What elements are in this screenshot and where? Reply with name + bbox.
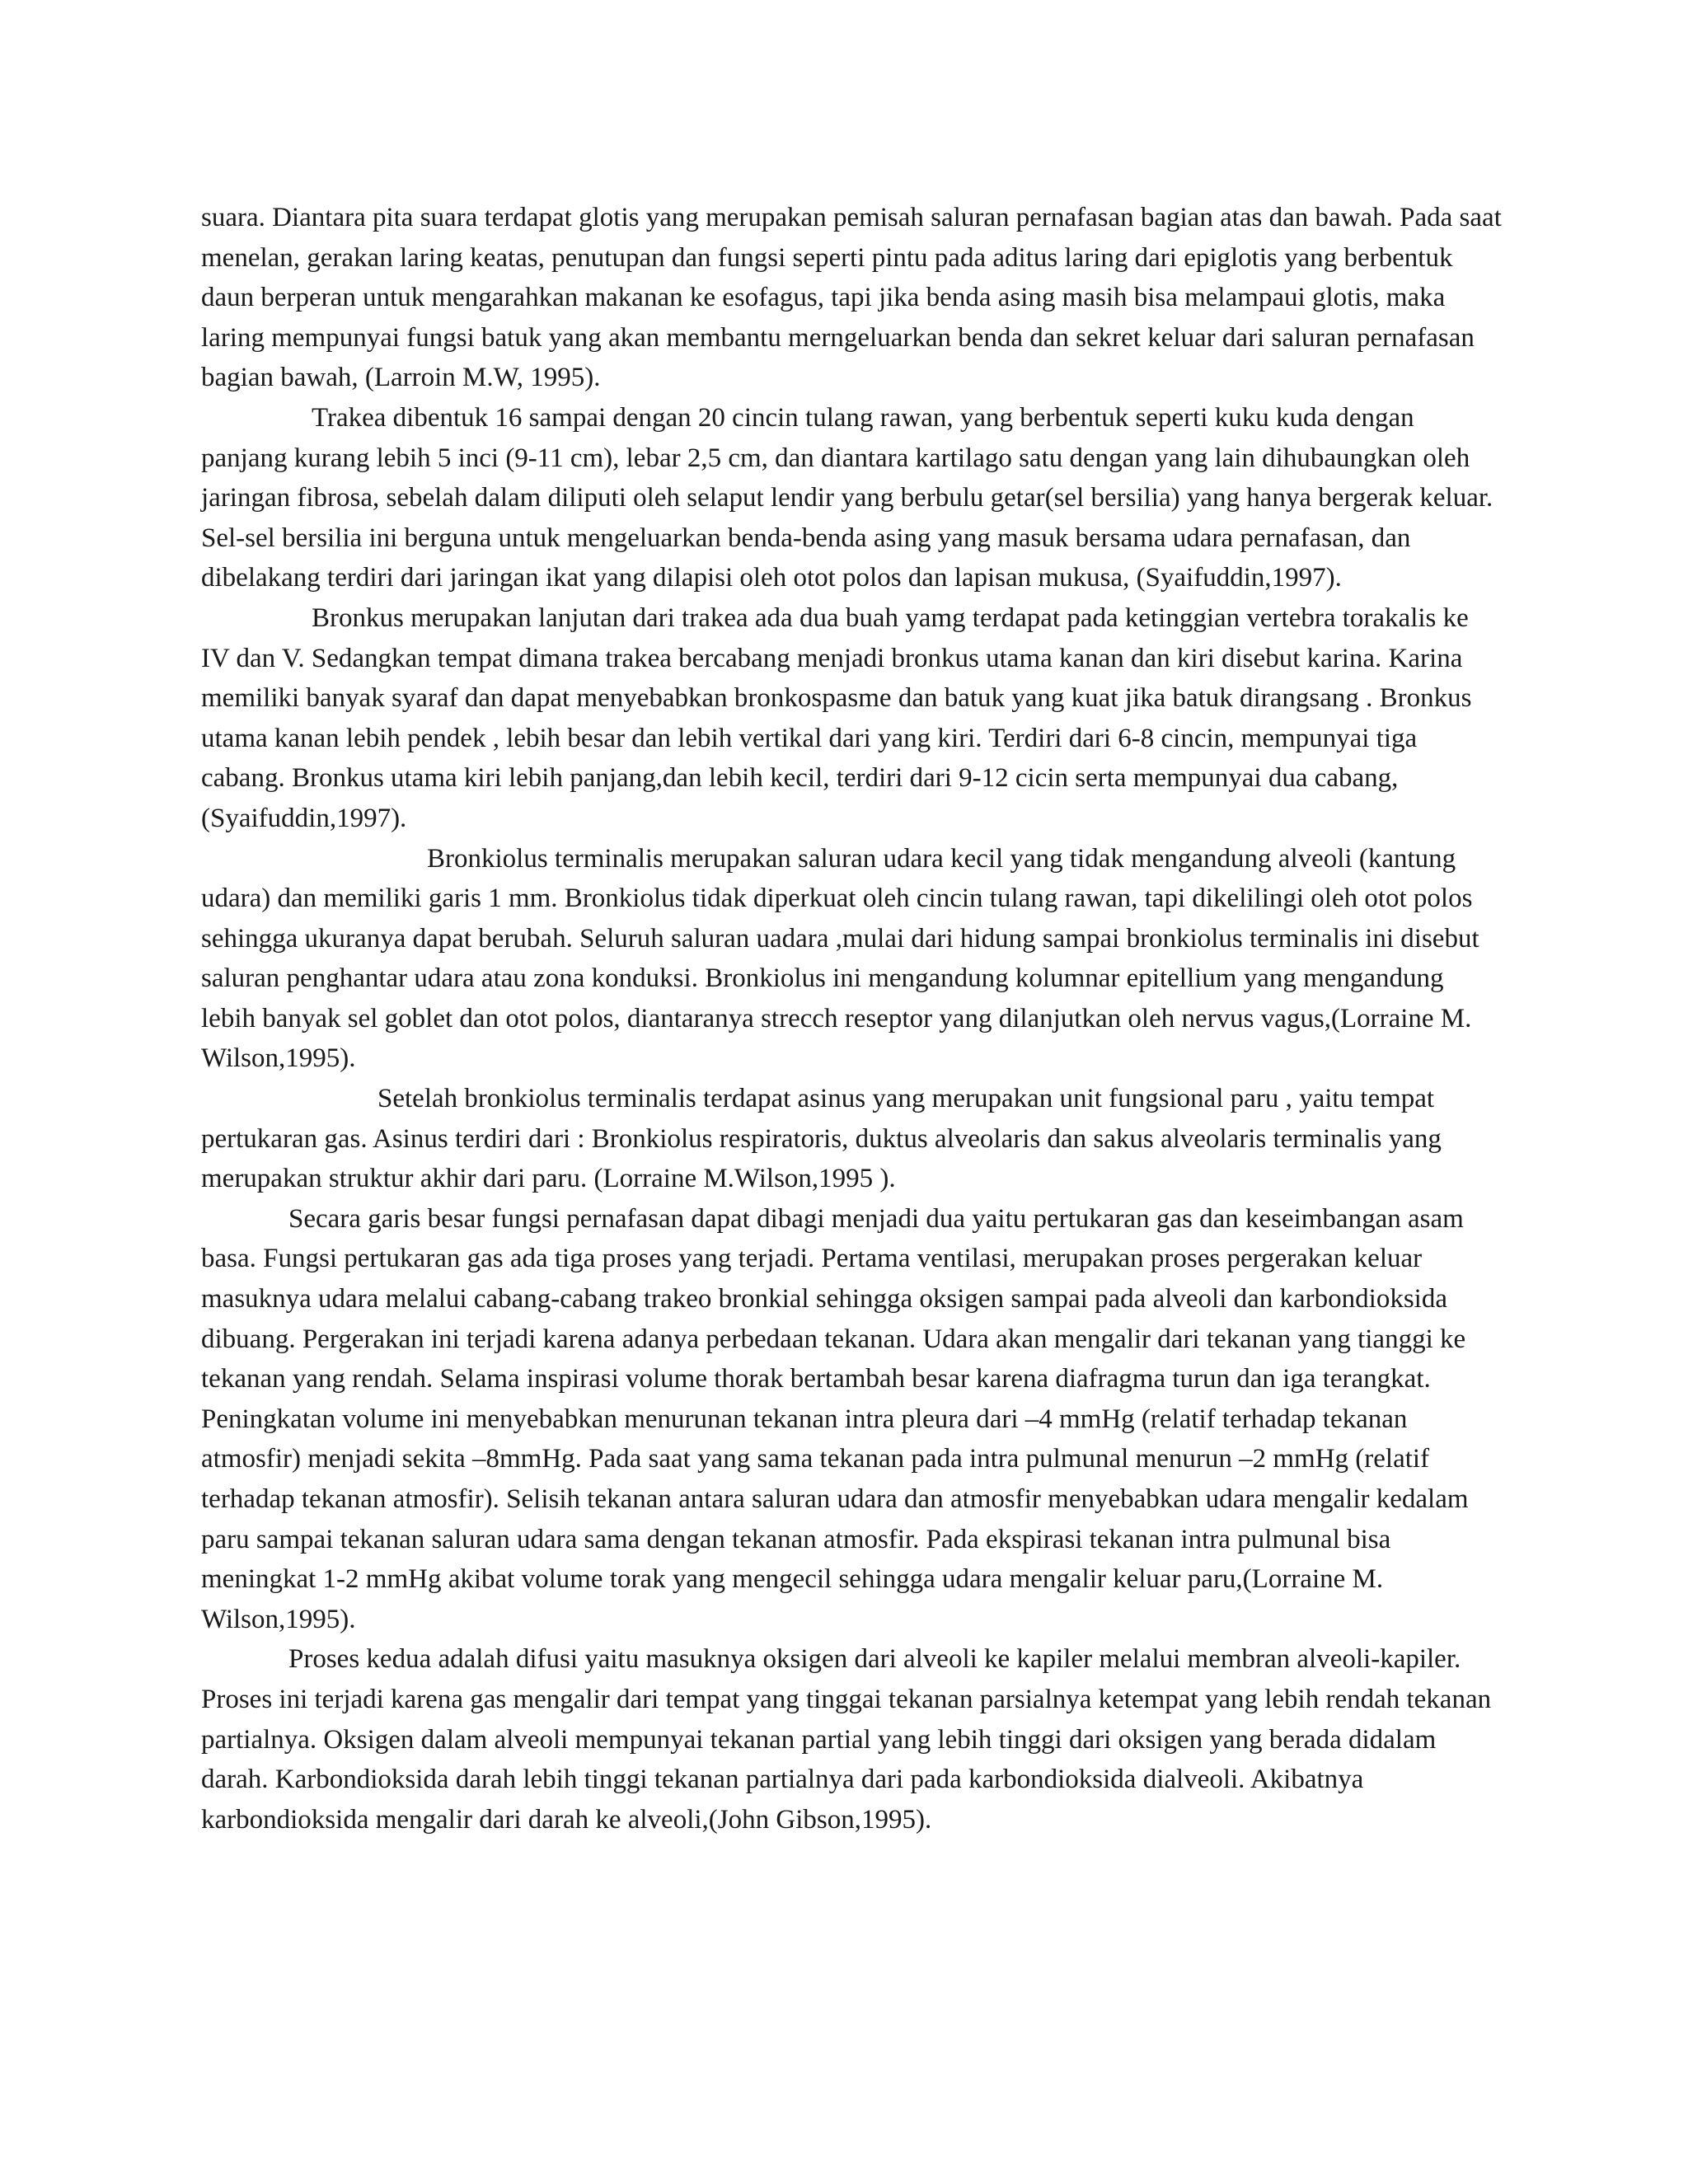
paragraph-bronchus: Bronkus merupakan lanjutan dari trakea ada dua buah yamg terdapat pada ketinggian vertebra torakalis ke IV dan V. Sedangkan tempat dimana trakea bercabang menjadi bronkus utama kanan dan kiri disebut karina. Karina memiliki banyak syaraf dan dapat menyebabkan bronkospasme dan batuk yang kuat jika batuk dirangsang . Bronkus utama kanan lebih pendek , lebih besar dan lebih vertikal dari yang kiri. Terdiri dari 6-8 cincin, mempunyai tiga cabang. Bronkus utama kiri lebih panjang,dan lebih kecil, terdiri dari 9-12 cicin serta mempunyai dua cabang,(Syaifuddin,1997). [201,602,1472,833]
paragraph-bronchiolus: Bronkiolus terminalis merupakan saluran udara kecil yang tidak mengandung alveoli (kantung udara) dan memiliki garis 1 mm. Bronkiolus tidak diperkuat oleh cincin tulang rawan, tapi dikelilingi oleh otot polos sehingga ukuranya dapat berubah. Seluruh saluran uadara ,mulai dari hidung sampai bronkiolus terminalis ini disebut saluran penghantar udara atau zona konduksi. Bronkiolus ini mengandung kolumnar epitellium yang mengandung lebih banyak sel goblet dan otot polos, diantaranya strecch reseptor yang dilanjutkan oleh nervus vagus,(Lorraine M. Wilson,1995). [201,843,1479,1074]
paragraph-larynx: suara. Diantara pita suara terdapat glotis yang merupakan pemisah saluran pernafasan bagian atas dan bawah. Pada saat menelan, gerakan laring keatas, penutupan dan fungsi seperti pintu pada aditus laring dari epiglotis yang berbentuk daun berperan untuk mengarahkan makanan ke esofagus, tapi jika benda asing masih bisa melampaui glotis, maka laring mempunyai fungsi batuk yang akan membantu merngeluarkan benda dan sekret keluar dari saluran pernafasan bagian bawah, (Larroin M.W, 1995). [201,203,1502,393]
document-body [201,198,1503,1840]
paragraph-trachea: Trakea dibentuk 16 sampai dengan 20 cincin tulang rawan, yang berbentuk seperti kuku kuda dengan panjang kurang lebih 5 inci (9-11 cm), lebar 2,5 cm, dan diantara kartilago satu dengan yang lain dihubaungkan oleh jaringan fibrosa, sebelah dalam diliputi oleh selaput lendir yang berbulu getar(sel bersilia) yang hanya bergerak keluar. Sel-sel bersilia ini berguna untuk mengeluarkan benda-benda asing yang masuk bersama udara pernafasan, dan dibelakang terdiri dari jaringan ikat yang dilapisi oleh otot polos dan lapisan mukusa, (Syaifuddin,1997). [201,402,1493,593]
paragraph-acinus: Setelah bronkiolus terminalis terdapat asinus yang merupakan unit fungsional paru , yaitu tempat pertukaran gas. Asinus terdiri dari : Bronkiolus respiratoris, duktus alveolaris dan sakus alveolaris terminalis yang merupakan struktur akhir dari paru. (Lorraine M.Wilson,1995 ). [201,1084,1442,1194]
paragraph-ventilation: Secara garis besar fungsi pernafasan dapat dibagi menjadi dua yaitu pertukaran gas dan keseimbangan asam basa. Fungsi pertukaran gas ada tiga proses yang terjadi. Pertama ventilasi, merupakan proses pergerakan keluar masuknya udara melalui cabang-cabang trakeo bronkial sehingga oksigen sampai pada alveoli dan karbondioksida dibuang. Pergerakan ini terjadi karena adanya perbedaan tekanan. Udara akan mengalir dari tekanan yang tianggi ke tekanan yang rendah. Selama inspirasi volume thorak bertambah besar karena diafragma turun dan iga terangkat. Peningkatan volume ini menyebabkan menurunan tekanan intra pleura dari –4 mmHg (relatif terhadap tekanan atmosfir) menjadi sekita –8mmHg. Pada saat yang sama tekanan pada intra pulmunal menurun –2 mmHg (relatif terhadap tekanan atmosfir). Selisih tekanan antara saluran udara dan atmosfir menyebabkan udara mengalir kedalam paru sampai tekanan saluran udara sama dengan tekanan atmosfir. Pada ekspirasi tekanan intra pulmunal bisa meningkat 1-2 mmHg akibat volume torak yang mengecil sehingga udara mengalir keluar paru,(Lorraine M. Wilson,1995). [201,1203,1469,1634]
paragraph-diffusion: Proses kedua adalah difusi yaitu masuknya oksigen dari alveoli ke kapiler melalui membran alveoli-kapiler. Proses ini terjadi karena gas mengalir dari tempat yang tinggai tekanan parsialnya ketempat yang lebih rendah tekanan partialnya. Oksigen dalam alveoli mempunyai tekanan partial yang lebih tinggi dari oksigen yang berada didalam darah. Karbondioksida darah lebih tinggi tekanan partialnya dari pada karbondioksida dialveoli. Akibatnya karbondioksida mengalir dari darah ke alveoli,(John Gibson,1995). [201,1644,1492,1835]
